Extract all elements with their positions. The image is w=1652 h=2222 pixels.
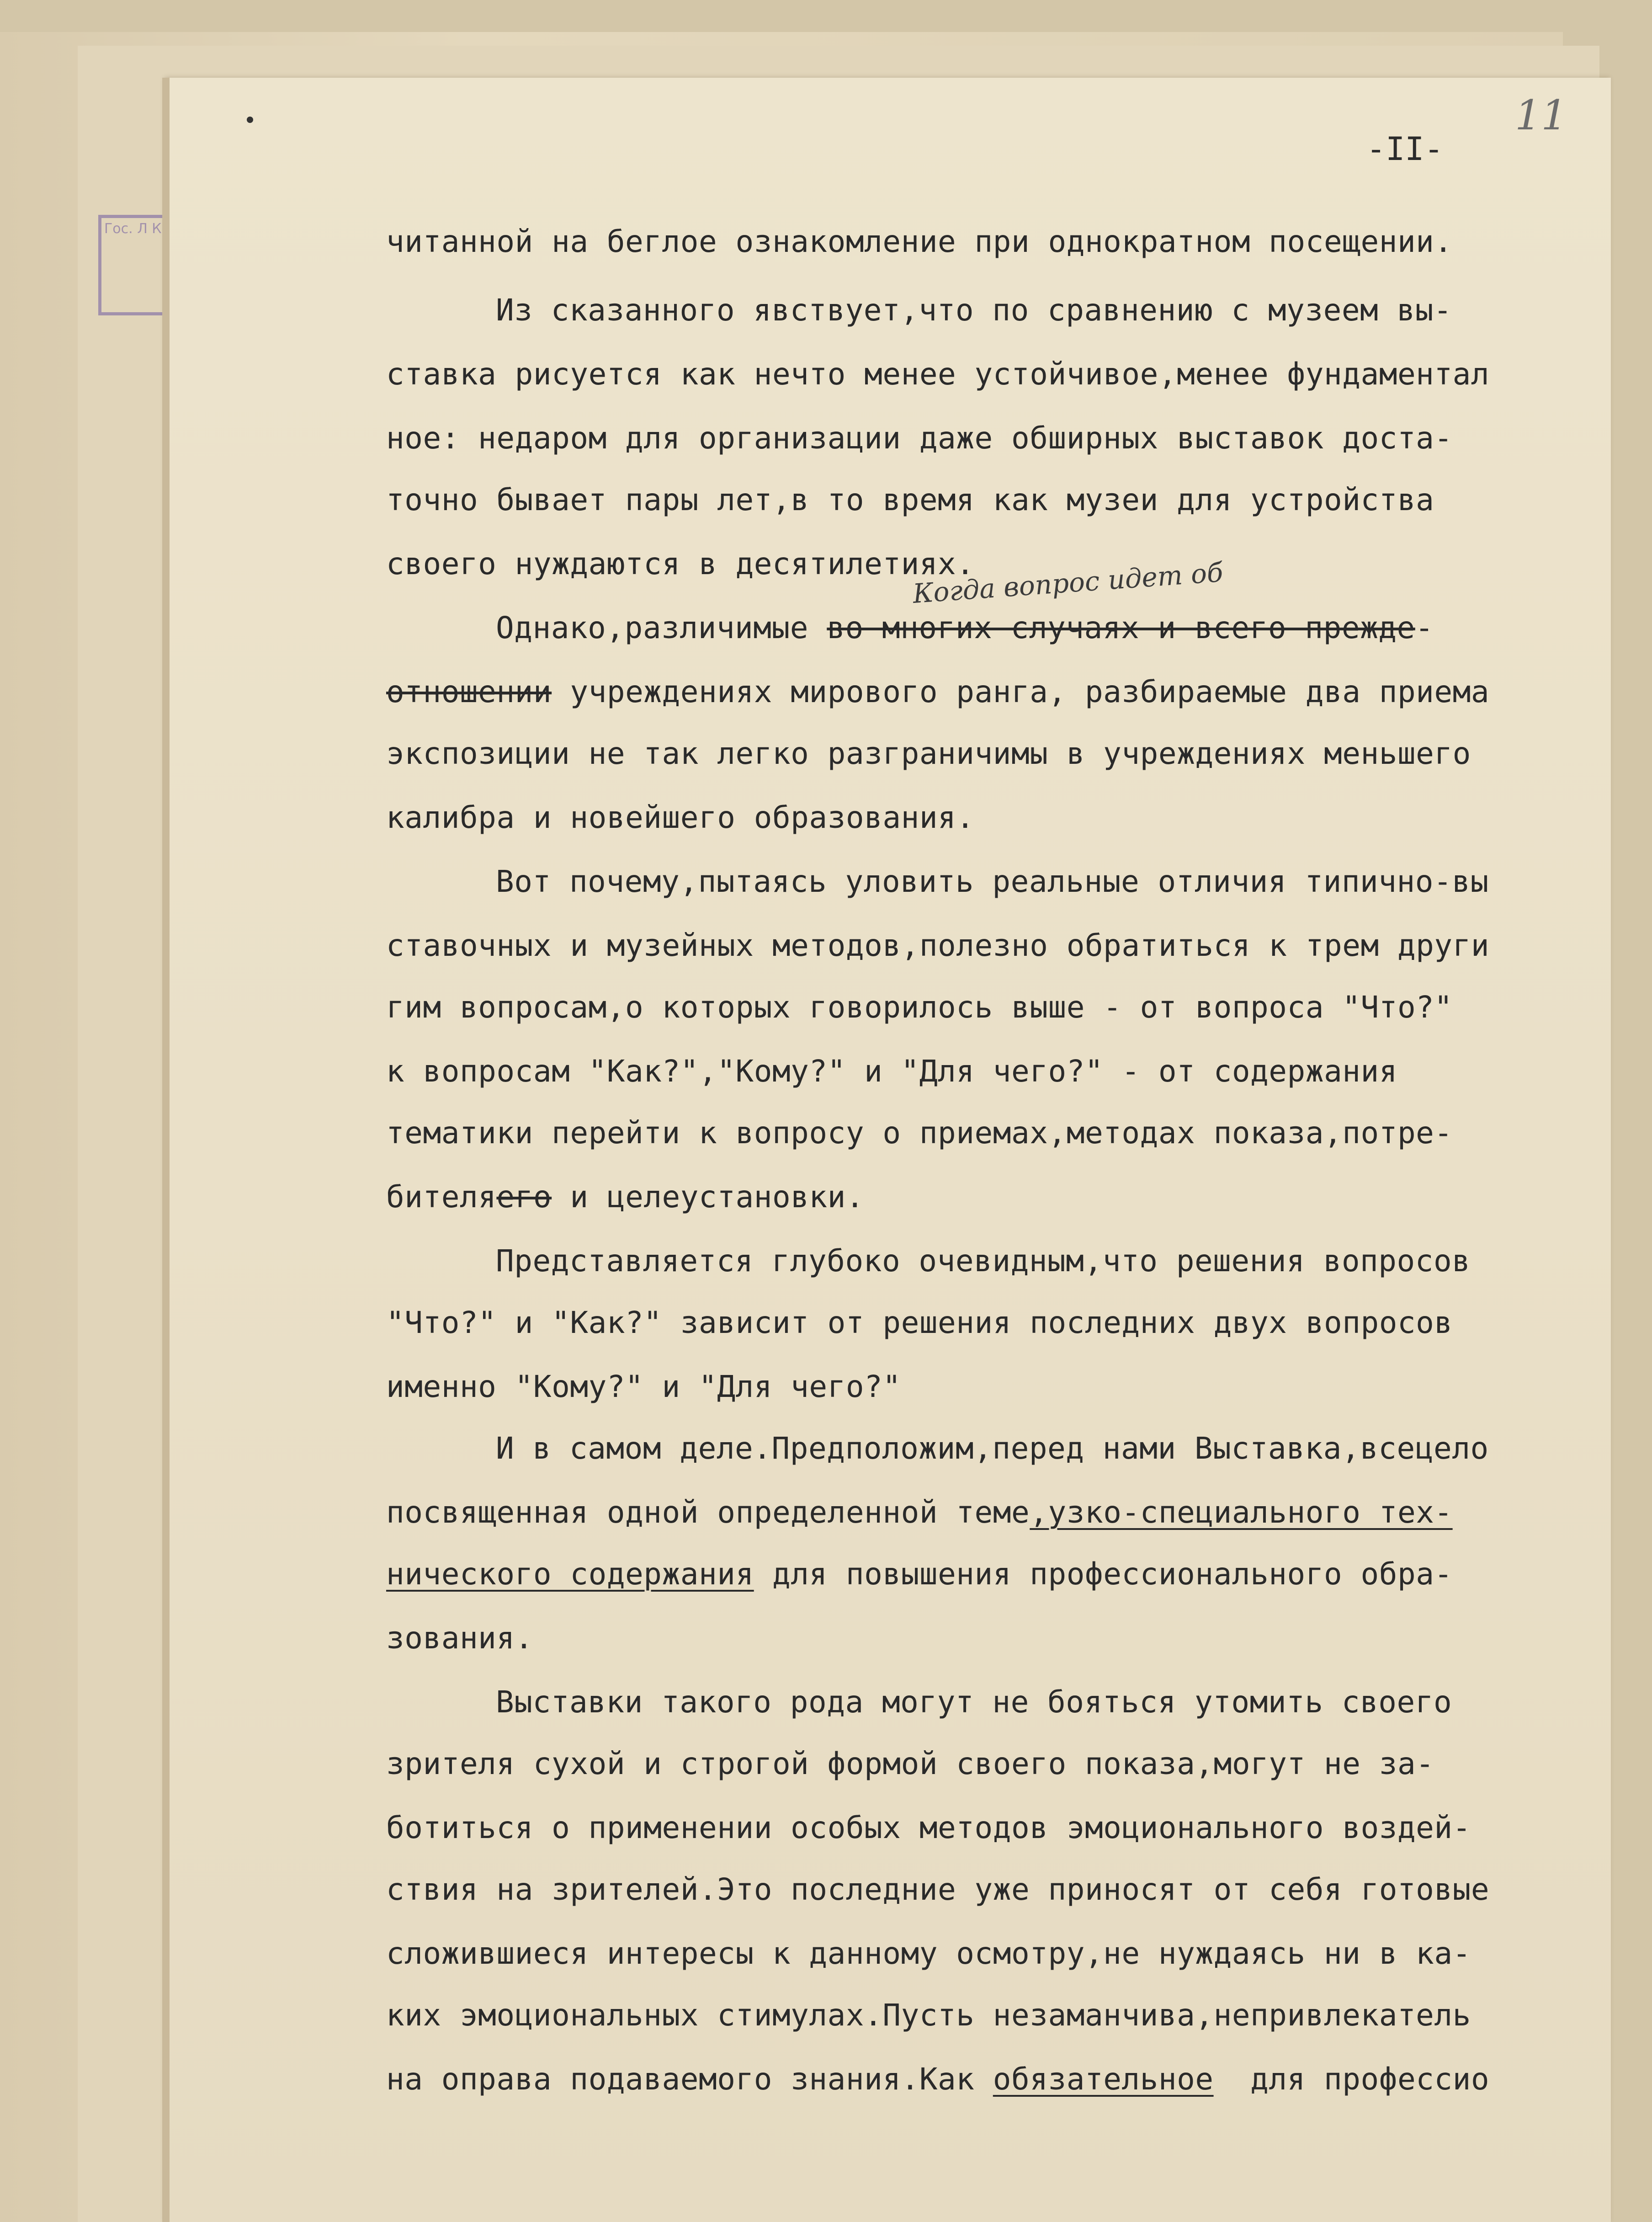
text-segment: учреждениях мирового ранга, разбираемые два приема [552,674,1490,709]
text-segment: и целеустановки. [552,1179,865,1215]
text-line: Вот почему,пытаясь уловить реальные отличия типично-вы [496,864,1489,899]
text-line: точно бывает пары лет,в то время как музеи для устройства [386,482,1434,517]
text-line: зования. [386,1620,533,1656]
text-line: И в самом деле.Предположим,перед нами Выставка,всецело [496,1431,1489,1466]
text-line [386,674,1489,709]
struck-text: отношении [386,674,552,709]
text-line: ствия на зрителей.Это последние уже приносят от себя готовые [386,1872,1490,1907]
underlined-text: ,узко-специального тех- [1030,1495,1453,1530]
text-line: Представляется глубоко очевидным,что решения вопросов [496,1243,1471,1279]
text-line: ставочных и музейных методов,полезно обратиться к трем други [386,928,1490,963]
handwritten-insert: Когда вопрос идет об [912,556,1224,609]
text-line: к вопросам "Как?","Кому?" и "Для чего?" - от содержания [386,1054,1397,1089]
text-line: Выставки такого рода могут не бояться утомить своего [496,1684,1452,1720]
text-line [386,1179,864,1215]
struck-text: во многих случаях и всего прежде [827,610,1415,645]
text-line: именно "Кому?" и "Для чего?" [386,1369,901,1404]
text-line: гим вопросам,о которых говорилось выше - от вопроса "Что?" [386,990,1453,1025]
text-segment: на оправа подаваемого знания.Как [386,2062,993,2097]
text-line: сложившиеся интересы к данному осмотру,не нуждаясь ни в ка- [386,1936,1471,1971]
text-segment: посвященная одной определенной теме [386,1495,1030,1530]
text-line: ботиться о применении особых методов эмоционального воздей- [386,1810,1471,1845]
text-line: тематики перейти к вопросу о приемах,методах показа,потре- [386,1115,1453,1151]
text-segment: для повышения профессионального обра- [754,1556,1453,1592]
text-line [496,610,1434,645]
text-line: читанной на беглое ознакомление при однократном посещении. [386,224,1453,259]
archive-stamp [98,215,171,315]
text-line: "Что?" и "Как?" зависит от решения последних двух вопросов [386,1305,1453,1340]
typewriter-dot [247,117,253,123]
text-segment: для профессио [1213,2062,1490,2097]
folio-number: 11 [1515,91,1567,139]
text-line: экспозиции не так легко разграничимы в учреждениях меньшего [386,736,1471,771]
underlined-text: обязательное [993,2062,1214,2097]
text-line [386,1495,1453,1530]
text-line: калибра и новейшего образования. [386,800,975,835]
text-line: ное: недаром для организации даже обширных выставок доста- [386,421,1453,456]
text-line [386,2062,1489,2097]
text-line: зрителя сухой и строгой формой своего показа,могут не за- [386,1746,1434,1781]
text-line: своего нуждаются в десятилетиях. [386,546,975,581]
text-line: ставка рисуется как нечто менее устойчивое,менее фундаментал [386,357,1490,392]
text-segment: - [1415,610,1434,645]
text-line: Из сказанного явствует,что по сравнению с музеем вы- [496,293,1452,328]
underlined-text: нического содержания [386,1556,754,1592]
text-segment: бителя [386,1179,497,1215]
text-segment: Однако,различимые [496,610,827,645]
page-number: -II- [1366,130,1444,168]
stamp-text: Гос. Л К [104,221,162,237]
page-edge [162,78,170,2222]
text-line [386,1556,1453,1592]
struck-text: его [496,1179,552,1215]
text-line: ких эмоциональных стимулах.Пусть незаманчива,непривлекатель [386,1998,1471,2033]
